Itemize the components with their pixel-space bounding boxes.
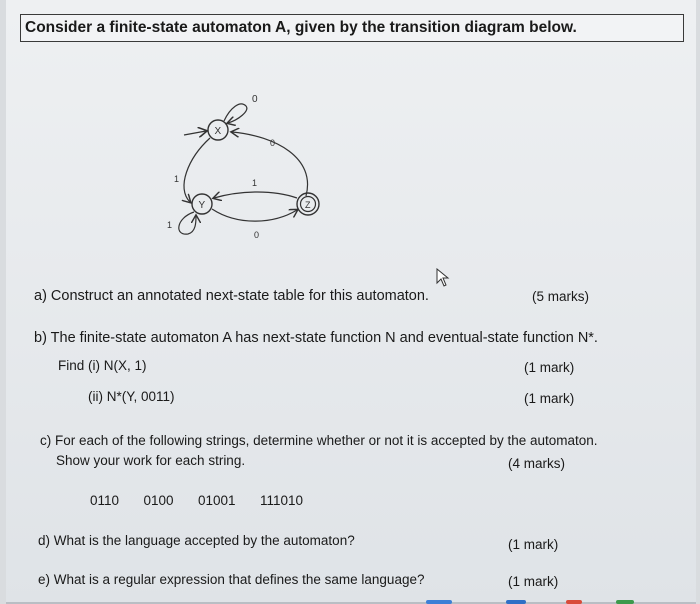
question-c-line1: c) For each of the following strings, determine whether or not it is accepted by the automaton. — [40, 433, 598, 448]
z-to-x-label: 0 — [270, 138, 276, 148]
y-self-loop-label: 1 — [167, 220, 173, 230]
question-title: Consider a finite-state automaton A, given by the transition diagram below. — [20, 14, 684, 42]
question-c-strings — [90, 492, 323, 510]
question-d-text: d) What is the language accepted by the automaton? — [38, 533, 355, 548]
state-y-label: Y — [198, 200, 206, 211]
question-a-text: a) Construct an annotated next-state table for this automaton. — [34, 288, 429, 304]
start-arrow — [184, 131, 206, 135]
exam-page — [6, 0, 696, 604]
x-to-y-arc — [184, 138, 210, 202]
mouse-cursor-icon — [436, 268, 450, 288]
y-self-loop — [179, 212, 196, 234]
question-b-text: b) The finite-state automaton A has next-state function N and eventual-state function N*. — [34, 330, 598, 346]
question-b-find-i: Find (i) N(X, 1) — [58, 358, 147, 373]
test-string: 111010 — [259, 493, 304, 508]
question-b-find-i-marks: (1 mark) — [524, 360, 575, 375]
test-string: 01001 — [197, 493, 236, 508]
y-to-z-label: 0 — [254, 230, 260, 240]
state-x-label: X — [214, 126, 222, 137]
y-to-z-arc — [212, 209, 297, 221]
z-to-y-line — [214, 192, 297, 198]
question-d-marks: (1 mark) — [508, 537, 559, 552]
question-a-marks: (5 marks) — [532, 289, 589, 304]
question-c-line2: Show your work for each string. — [56, 453, 246, 468]
test-string: 0110 — [90, 493, 120, 508]
transition-diagram — [166, 78, 336, 258]
x-self-loop — [224, 104, 247, 123]
question-e-marks: (1 mark) — [508, 574, 559, 589]
x-self-loop-label: 0 — [252, 94, 258, 105]
state-z-label: Z — [305, 200, 311, 210]
z-to-y-label: 1 — [252, 178, 258, 188]
question-c-marks: (4 marks) — [508, 456, 565, 471]
test-string: 0100 — [143, 493, 174, 508]
question-b-find-ii: (ii) N*(Y, 0011) — [88, 389, 175, 404]
x-to-y-label: 1 — [174, 174, 180, 184]
bottom-edge — [6, 596, 696, 604]
question-e-text: e) What is a regular expression that defines the same language? — [38, 572, 425, 587]
question-b-find-ii-marks: (1 mark) — [524, 391, 575, 406]
